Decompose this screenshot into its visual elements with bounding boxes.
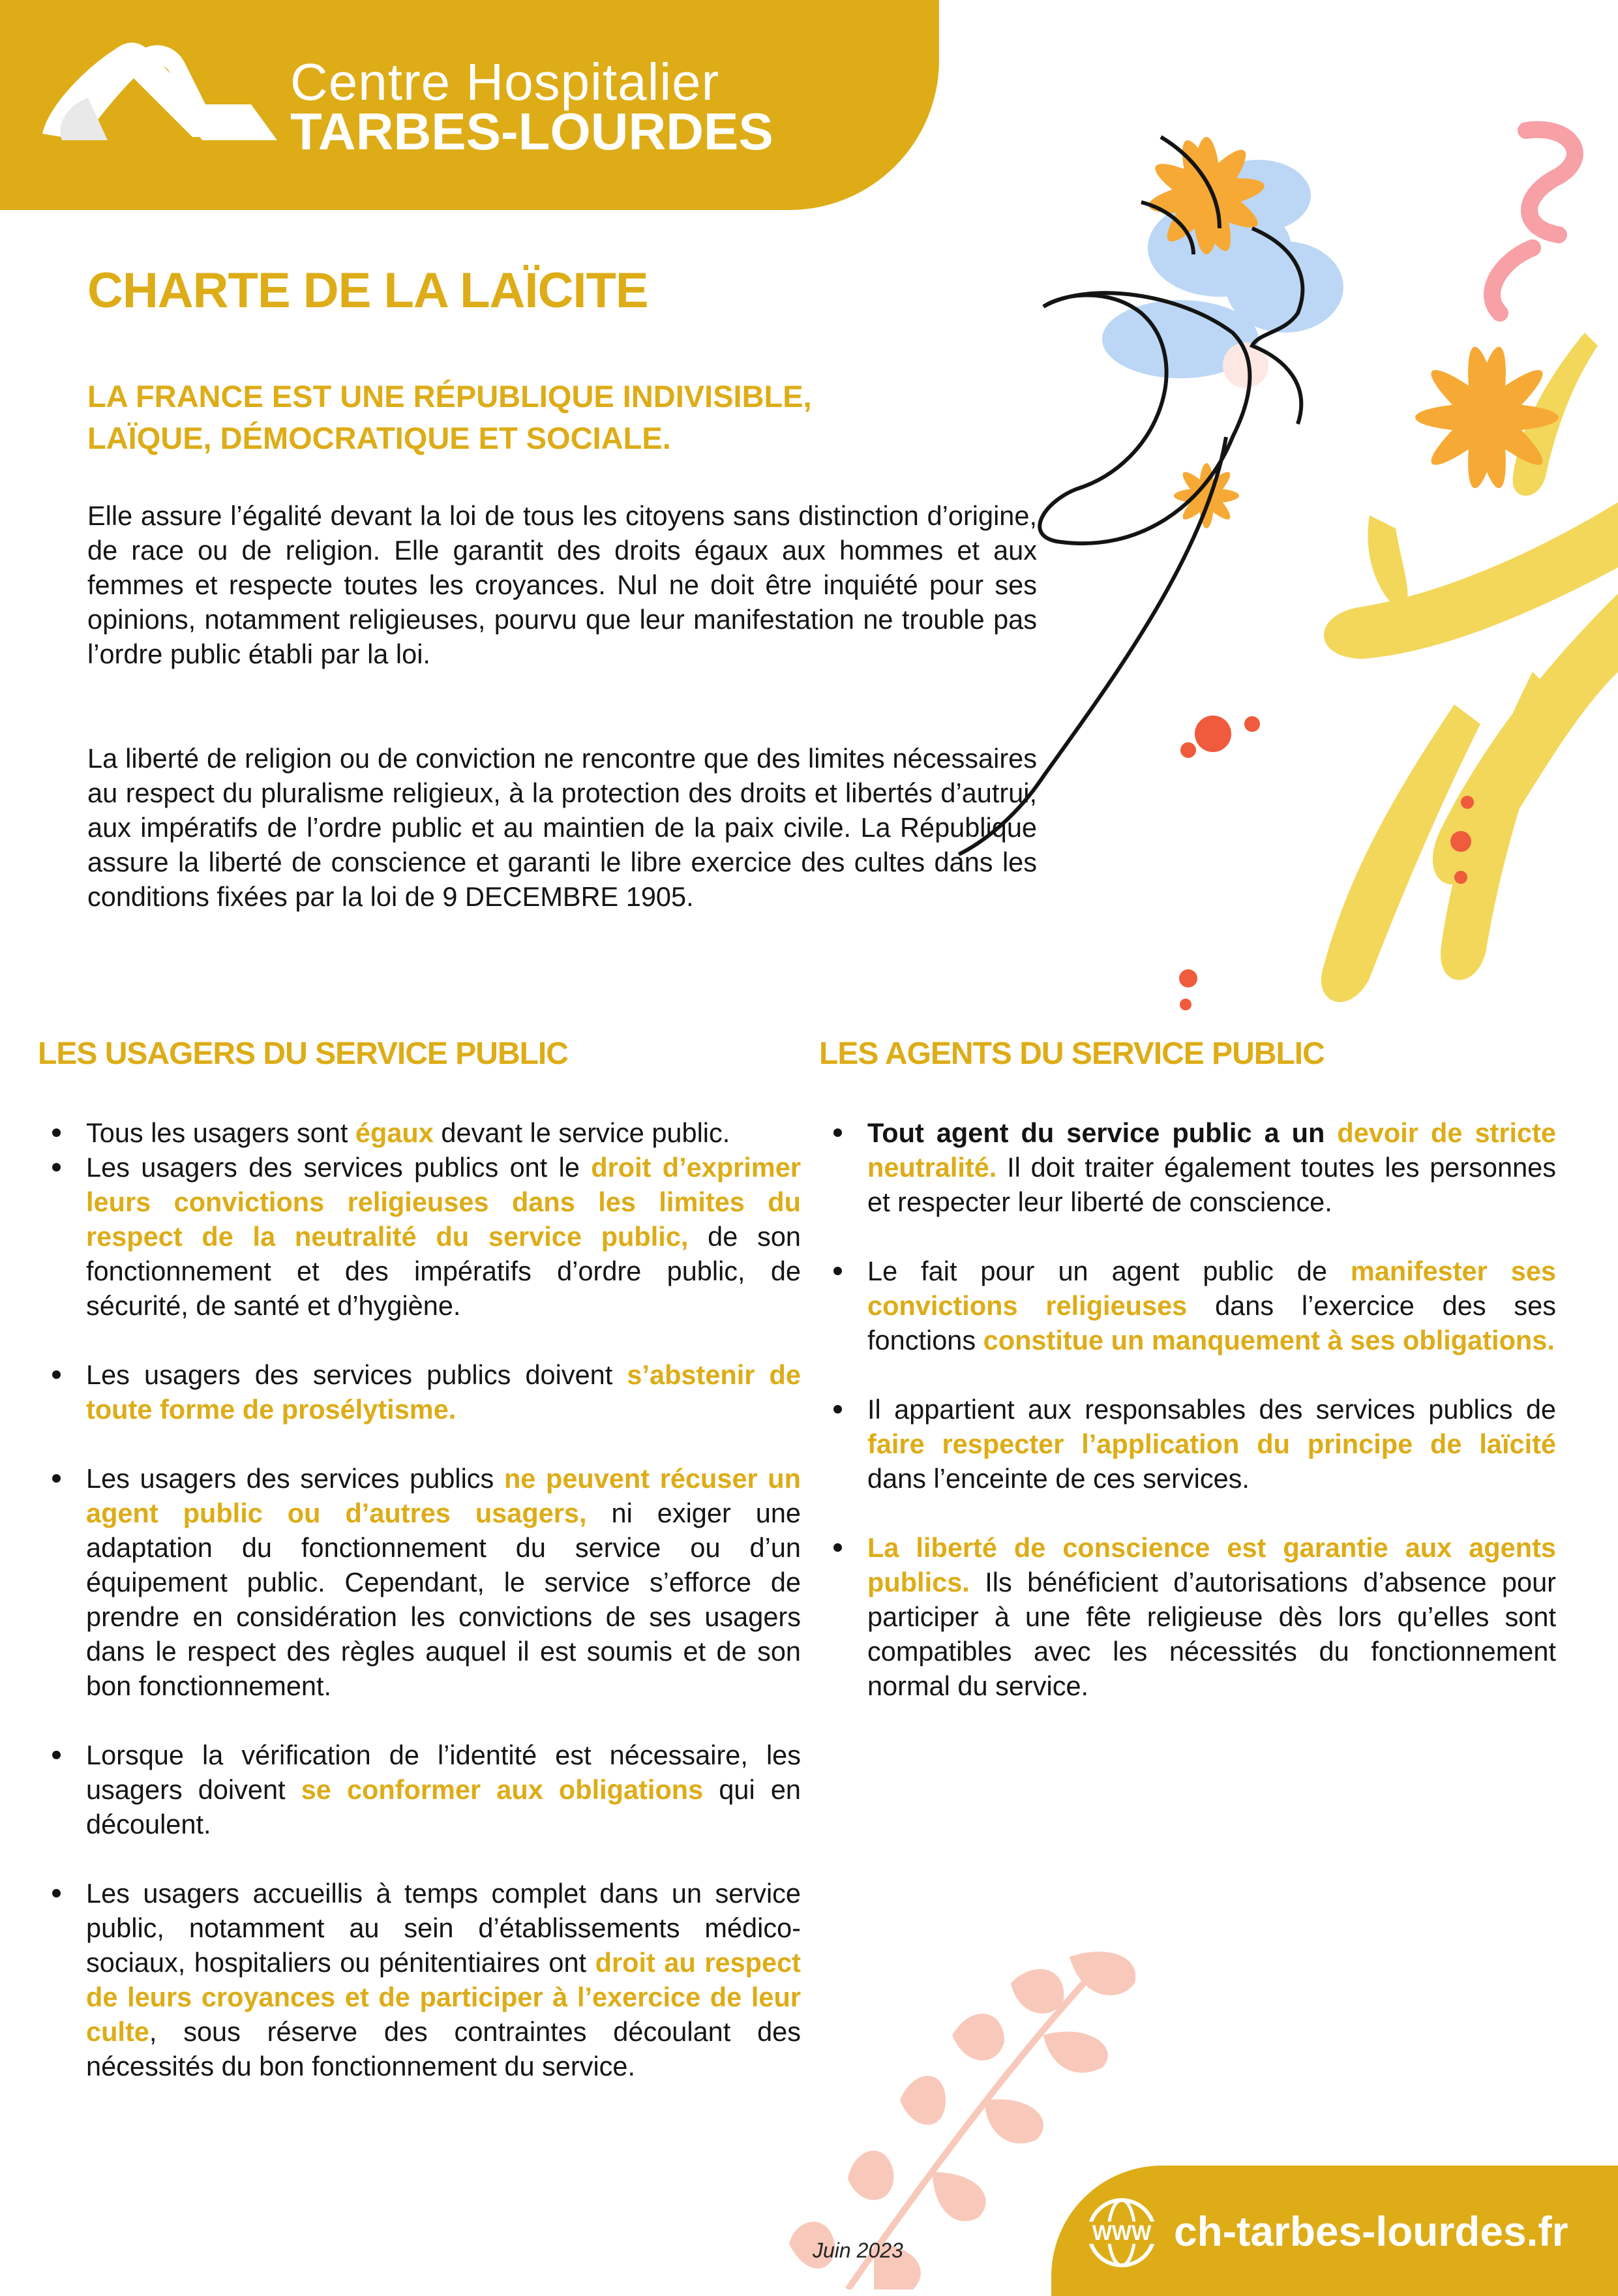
- hospital-logo-icon: [36, 26, 290, 157]
- list-item: Tout agent du service public a un devoir de stricte neutralité. Il doit traiter également toutes les personnes et respecter leur liberté de conscience.: [819, 1115, 1556, 1219]
- users-section-heading: LES USAGERS DU SERVICE PUBLIC: [38, 1036, 568, 1071]
- intro-heading-line2: LAÏQUE, DÉMOCRATIQUE ET SOCIALE.: [87, 421, 671, 455]
- agents-list: [819, 1115, 1556, 1703]
- list-item: Les usagers des services publics ne peuvent récuser un agent public ou d’autres usagers, ni exiger une adaptation du fonctionnement du service ou d’un équipement public. Cependant, le service s’efforce de prendre en considération les convictions de ses usagers dans le respect des règles auquel il est soumis et de son bon fonctionnement.: [38, 1461, 801, 1703]
- decorative-illustration: [946, 98, 1618, 1076]
- list-item: La liberté de conscience est garantie aux agents publics. Ils bénéficient d’autorisations d’absence pour participer à une fête religieuse dès lors qu’elles sont compatibles avec les nécessités du fonctionnement normal du service.: [819, 1530, 1556, 1703]
- list-item: Tous les usagers sont égaux devant le service public.: [38, 1115, 801, 1150]
- intro-heading: [87, 376, 935, 459]
- list-item: Lorsque la vérification de l’identité est nécessaire, les usagers doivent se conformer aux obligations qui en découlent.: [38, 1738, 801, 1841]
- intro-paragraph-1: Elle assure l’égalité devant la loi de tous les citoyens sans distinction d’origine, de race ou de religion. Elle garantit des droits égaux aux hommes et aux femmes et respecte toutes les croyances. Nul ne doit être inquiété pour ses opinions, notamment religieuses, pourvu que leur manifestation ne trouble pas l’ordre public établi par la loi.: [87, 500, 1037, 669]
- publication-date: Juin 2023: [813, 2239, 903, 2262]
- www-label: WWW: [1092, 2221, 1152, 2244]
- website-link[interactable]: ch-tarbes-lourdes.fr: [1174, 2208, 1568, 2255]
- list-item: Les usagers des services publics ont le droit d’exprimer leurs convictions religieuses dans les limites du respect de la neutralité du service public, de son fonctionnement et des impératifs d’ordre public, de sécurité, de santé et d’hygiène.: [38, 1150, 801, 1323]
- list-item: Le fait pour un agent public de manifester ses convictions religieuses dans l’exercice des ses fonctions constitue un manquement à ses obligations.: [819, 1254, 1556, 1357]
- agents-section-heading: LES AGENTS DU SERVICE PUBLIC: [819, 1036, 1325, 1071]
- intro-paragraph-2: La liberté de religion ou de conviction ne rencontre que des limites nécessaires au respect du pluralisme religieux, à la protection des droits et libertés d’autrui, aux impératifs de l’ordre public et au maintien de la paix civile. La République assure la liberté de conscience et garanti le libre exercice des cultes dans les conditions fixées par la loi de 9 DECEMBRE 1905.: [87, 743, 1037, 912]
- list-item: Les usagers des services publics doivent s’abstenir de toute forme de prosélytisme.: [38, 1357, 801, 1427]
- intro-heading-line1: LA FRANCE EST UNE RÉPUBLIQUE INDIVISIBLE,: [87, 379, 812, 414]
- users-list: [38, 1115, 801, 2083]
- globe-icon[interactable]: [1079, 2197, 1164, 2269]
- hospital-name: Centre Hospitalier: [290, 53, 720, 111]
- list-item: Les usagers accueillis à temps complet dans un service public, notamment au sein d’établissements médico-sociaux, hospitaliers ou pénitentiaires ont droit au respect de leurs croyances et de participer à l’exercice de leur culte, sous réserve des contraintes découlant des nécessités du bon fonctionnement du service.: [38, 1876, 801, 2083]
- hospital-name-city: TARBES-LOURDES: [290, 102, 773, 160]
- document-title: CHARTE DE LA LAÏCITE: [87, 263, 648, 318]
- list-item: Il appartient aux responsables des services publics de faire respecter l’application du principe de laïcité dans l’enceinte de ces services.: [819, 1392, 1556, 1496]
